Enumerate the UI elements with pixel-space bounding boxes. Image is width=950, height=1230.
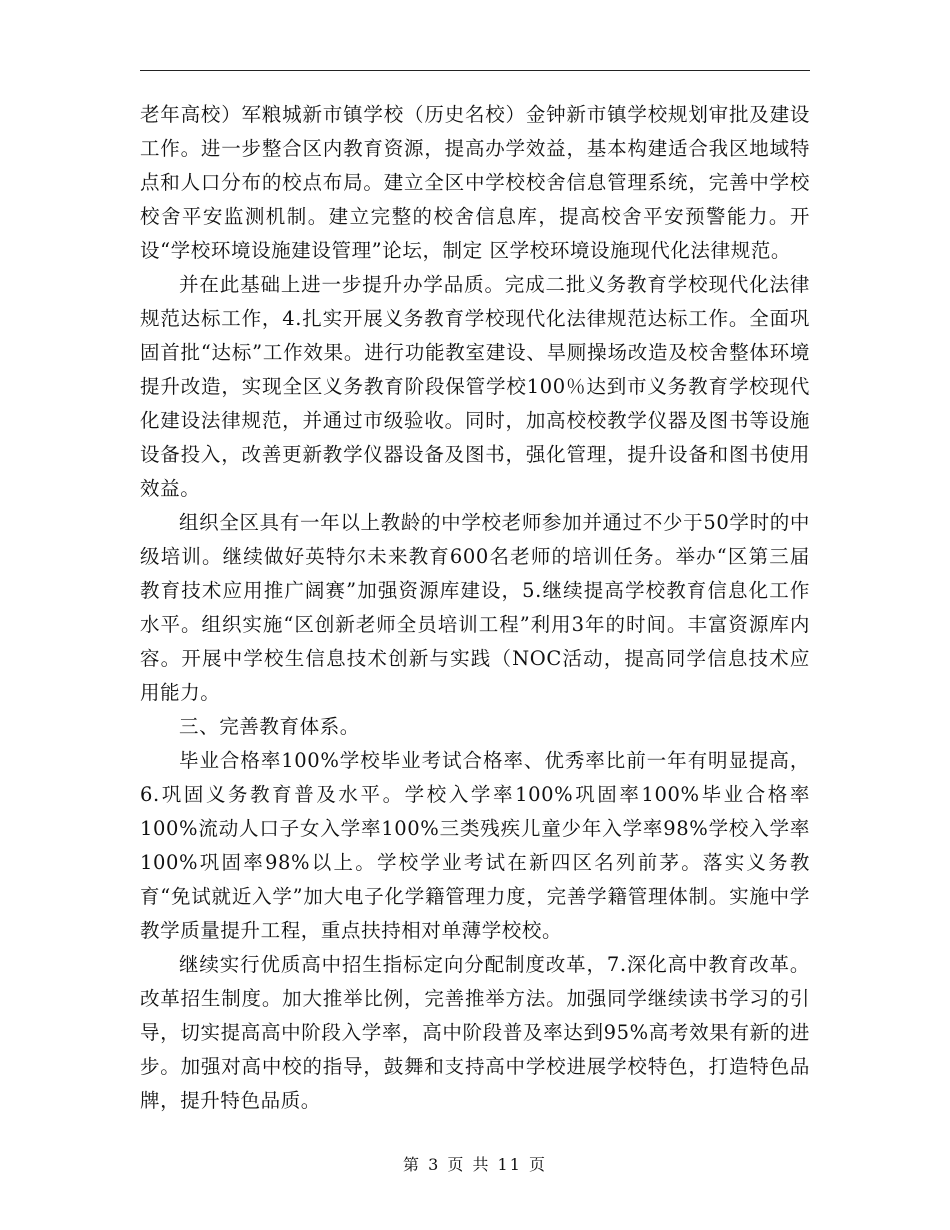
page-number-footer: 第 3 页 共 11 页	[403, 1155, 547, 1174]
paragraph-1: 老年高校）军粮城新市镇学校（历史名校）金钟新市镇学校规划审批及建设工作。进一步整合区内教育资源，提高办学效益，基本构建适合我区地域特点和人口分布的校点布局。建立全区中学校校舍信息管理系统，完善中学校校舍平安监测机制。建立完整的校舍信息库，提高校舍平安预警能力。开设“学校环境设施建设管理”论坛，制定 区学校环境设施现代化法律规范。	[140, 103, 810, 262]
paragraph-3: 组织全区具有一年以上教龄的中学校老师参加并通过不少于50学时的中级培训。继续做好英特尔未来教育600名老师的培训任务。举办“区第三届教育技术应用推广阔赛”加强资源库建设，5.继续提高学校教育信息化工作水平。组织实施“区创新老师全员培训工程”利用3年的时间。丰富资源库内容。开展中学校生信息技术创新与实践（NOC活动，提高同学信息技术应用能力。	[140, 511, 810, 704]
document-body	[140, 98, 810, 1118]
paragraph-2: 并在此基础上进一步提升办学品质。完成二批义务教育学校现代化法律规范达标工作，4.扎实开展义务教育学校现代化法律规范达标工作。全面巩固首批“达标”工作效果。进行功能教室建设、旱厕操场改造及校舍整体环境提升改造，实现全区义务教育阶段保管学校100％达到市义务教育学校现代化建设法律规范，并通过市级验收。同时，加高校校教学仪器及图书等设施设备投入，改善更新教学仪器设备及图书，强化管理，提升设备和图书使用效益。	[140, 273, 810, 500]
paragraph-6: 继续实行优质高中招生指标定向分配制度改革，7.深化高中教育改革。改革招生制度。加大推举比例，完善推举方法。加强同学继续读书学习的引导，切实提高高中阶段入学率，高中阶段普及率达到95%高考效果有新的进步。加强对高中校的指导，鼓舞和支持高中学校进展学校特色，打造特色品牌，提升特色品质。	[140, 953, 810, 1112]
paragraph-5: 毕业合格率100%学校毕业考试合格率、优秀率比前一年有明显提高，6.巩固义务教育普及水平。学校入学率100%巩固率100%毕业合格率100%流动人口子女入学率100%三类残疾儿童少年入学率98%学校入学率100%巩固率98%以上。学校学业考试在新四区名列前茅。落实义务教育“免试就近入学”加大电子化学籍管理力度，完善学籍管理体制。实施中学教学质量提升工程，重点扶持相对单薄学校校。	[140, 749, 810, 942]
header-rule	[140, 70, 810, 71]
section-heading: 三、完善教育体系。	[179, 715, 360, 738]
